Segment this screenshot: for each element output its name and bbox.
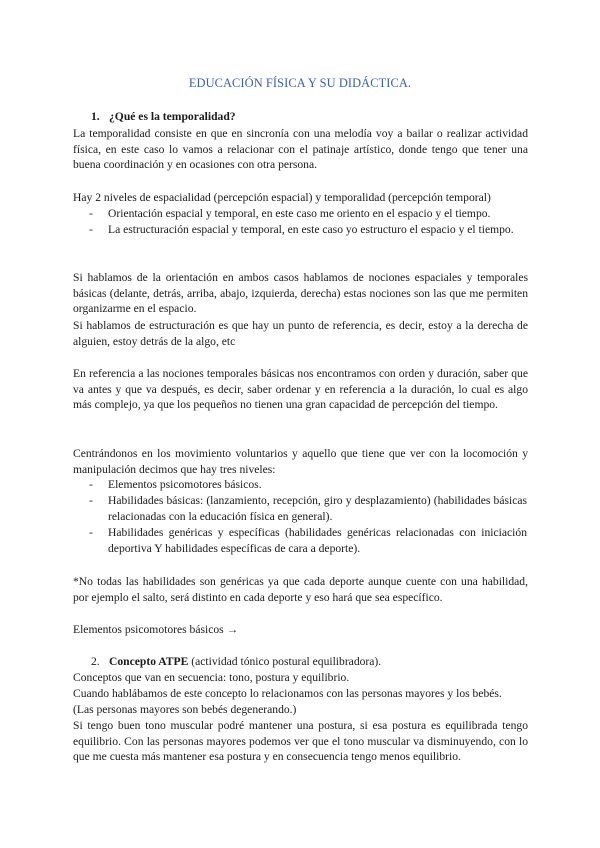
voluntary-movement-paragraph: Centrándonos en los movimiento voluntarios y aquello que tiene que ver con la locomoción y manipulación decimos que hay tres niveles: (73, 447, 528, 476)
list-dash: - (89, 207, 93, 220)
sequence-line: Conceptos que van en secuencia: tono, postura y equilibrio. (73, 671, 350, 684)
section-1-title: ¿Qué es la temporalidad? (109, 110, 236, 123)
structure-paragraph: Si hablamos de estructuración es que hay un punto de referencia, es decir, estoy a la derecha de alguien, estoy detrás de la algo, etc (73, 319, 528, 348)
orientation-paragraph: Si hablamos de la orientación en ambos casos hablamos de nociones espaciales y temporales básicas (delante, detrás, arriba, abajo, izquierda, derecha) estas nociones son las que me permiten organizarme en el espacio. (73, 271, 528, 316)
genericity-note: *No todas las habilidades son genéricas ya que cada deporte aunque cuente con una habilidad, por ejemplo el salto, será distinto en cada deporte y eso hará que sea específico. (73, 575, 528, 604)
list-item-text: La estructuración espacial y temporal, en este caso yo estructuro el espacio y el tiempo. (108, 223, 514, 236)
list-item-text: Elementos psicomotores básicos. (108, 478, 262, 491)
section-2-title: Concepto ATPE (109, 655, 189, 668)
section-1-heading (91, 109, 531, 125)
section-2-subtitle: (actividad tónico postural equilibradora). (188, 655, 382, 668)
list-item-text: Habilidades básicas: (lanzamiento, recepción, giro y desplazamiento) (habilidades básicas relacionadas con la educación física en general). (108, 494, 527, 523)
document-title: EDUCACIÓN FÍSICA Y SU DIDÁCTICA. (188, 76, 412, 90)
temporality-paragraph: La temporalidad consiste en que en sincronía con una melodía voy a bailar o realizar actividad física, en este caso lo vamos a relacionar con el patinaje artístico, donde tengo que tener una buena coordinación y en ocasiones con otra persona. (73, 127, 528, 172)
muscle-tone-paragraph: Si tengo buen tono muscular podré mantener una postura, si esa postura es equilibrada tengo equilibrio. Con las personas mayores podemos ver que el tono muscular va disminuyendo, con lo que me cuesta más mantener esa postura y en consecuencia tengo menos equilibrio. (73, 719, 528, 764)
elderly-babies-line: Cuando hablábamos de este concepto lo relacionamos con las personas mayores y los bebés. (73, 687, 502, 700)
temporal-notions-paragraph: En referencia a las nociones temporales básicas nos encontramos con orden y duración, saber que va antes y que va después, es decir, saber ordenar y en referencia a la duración, lo cual es algo más complejo, ya que los pequeños no tienen una gran capacidad de percepción del tiempo. (73, 367, 528, 412)
list-dash: - (89, 494, 93, 507)
list-item-text: Orientación espacial y temporal, en este caso me oriento en el espacio y el tiempo. (108, 207, 491, 220)
basic-elements-line: Elementos psicomotores básicos → (73, 623, 239, 636)
section-2-number: 2. (91, 655, 100, 668)
list-item-text: Habilidades genéricas y específicas (habilidades genéricas relacionadas con iniciación deportiva Y habilidades específicas de cara a deporte). (108, 526, 527, 555)
list-dash: - (89, 526, 93, 539)
levels-intro: Hay 2 niveles de espacialidad (percepción espacial) y temporalidad (percepción temporal) (73, 191, 491, 204)
elderly-note-line: (Las personas mayores son bebés degenerando.) (73, 703, 297, 716)
list-dash: - (89, 223, 93, 236)
section-2-heading (91, 654, 531, 670)
list-dash: - (89, 478, 93, 491)
section-1-number: 1. (91, 110, 100, 123)
